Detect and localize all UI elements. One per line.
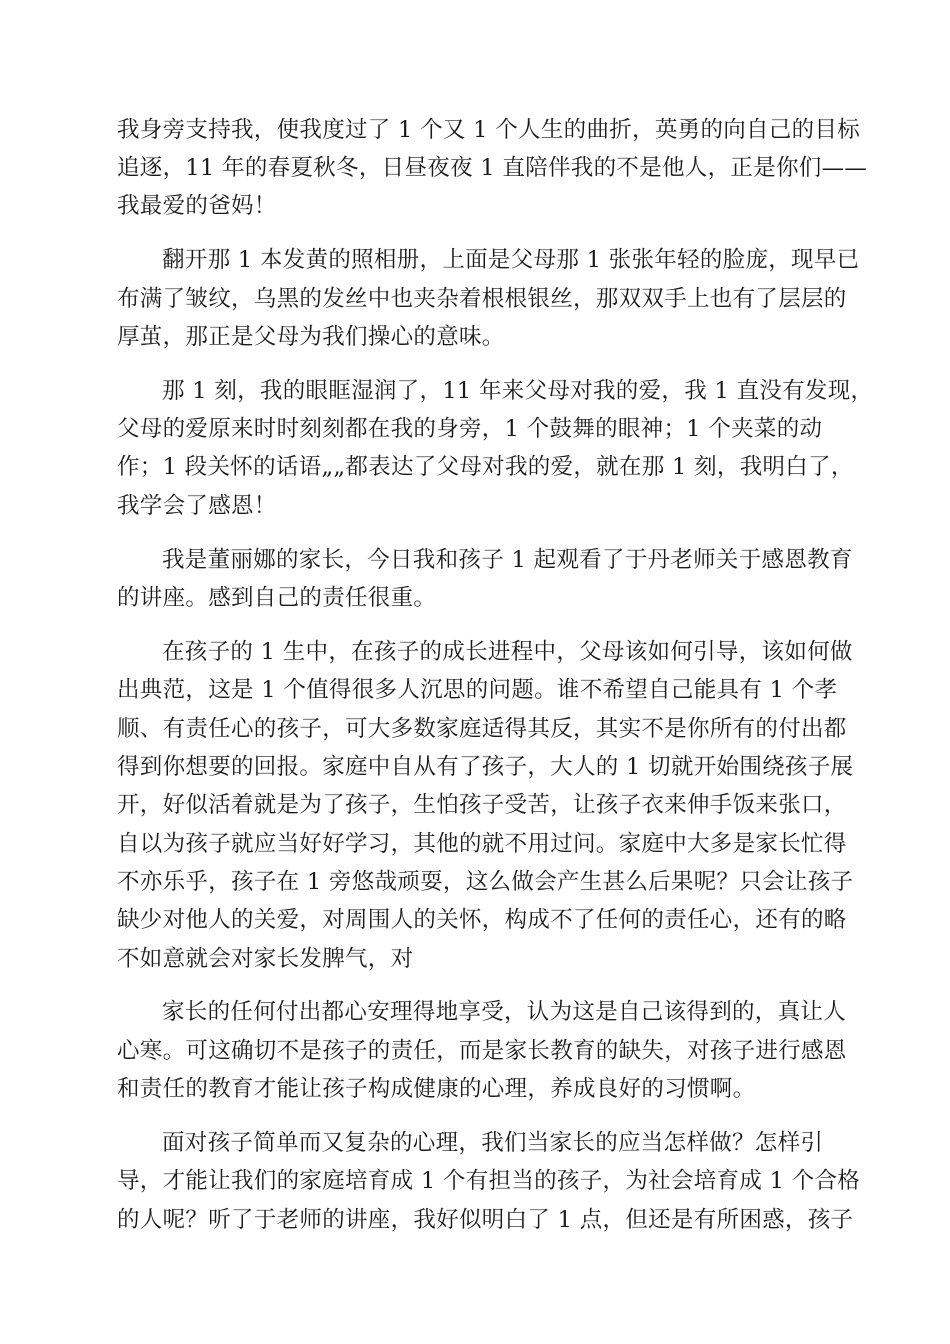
- text-line: 心寒。可这确切不是孩子的责任，而是家长教育的缺失，对孩子进行感恩: [117, 1038, 847, 1064]
- text-line: 的人呢？听了于老师的讲座，我好似明白了 1 点，但还是有所困惑，孩子: [117, 1207, 854, 1233]
- text-line: 的讲座。感到自己的责任很重。: [117, 585, 437, 611]
- text-line: 家长的任何付出都心安理得地享受，认为这是自己该得到的，真让人: [162, 999, 847, 1025]
- text-line: 我身旁支持我，使我度过了 1 个又 1 个人生的曲折，英勇的向自己的目标: [117, 117, 861, 143]
- text-line: 顺、有责任心的孩子，可大多数家庭适得其反，其实不是你所有的付出都: [117, 716, 847, 742]
- text-line: 不亦乐乎，孩子在 1 旁悠哉顽耍，这么做会产生甚么后果呢？只会让孩子: [117, 869, 854, 895]
- text-line: 我是董丽娜的家长，今日我和孩子 1 起观看了于丹老师关于感恩教育: [162, 547, 853, 573]
- text-line: 得到你想要的回报。家庭中自从有了孩子，大人的 1 切就开始围绕孩子展: [117, 754, 854, 780]
- text-line: 不如意就会对家长发脾气，对: [117, 946, 414, 972]
- text-line: 追逐，11 年的春夏秋冬，日昼夜夜 1 直陪伴我的不是他人，正是你们——: [117, 155, 868, 181]
- text-line: 厚茧，那正是父母为我们操心的意味。: [117, 324, 505, 350]
- text-line: 导，才能让我们的家庭培育成 1 个有担当的孩子，为社会培育成 1 个合格: [117, 1168, 861, 1194]
- text-line: 在孩子的 1 生中，在孩子的成长进程中，父母该如何引导，该如何做: [162, 639, 853, 665]
- text-line: 出典范，这是 1 个值得很多人沉思的问题。谁不希望自己能具有 1 个孝: [117, 677, 838, 703]
- text-line: 面对孩子简单而又复杂的心理，我们当家长的应当怎样做？怎样引: [162, 1130, 824, 1156]
- text-line: 父母的爱原来时时刻刻都在我的身旁，1 个鼓舞的眼神；1 个夹菜的动: [117, 416, 823, 442]
- text-line: 和责任的教育才能让孩子构成健康的心理，养成良好的习惯啊。: [117, 1076, 756, 1102]
- text-line: 作；1 段关怀的话语„„都表达了父母对我的爱，就在那 1 刻，我明白了，: [117, 454, 854, 480]
- text-line: 开，好似活着就是为了孩子，生怕孩子受苦，让孩子衣来伸手饭来张口，: [117, 792, 847, 818]
- text-line: 布满了皱纹，乌黑的发丝中也夹杂着根根银丝，那双双手上也有了层层的: [117, 286, 847, 312]
- text-line: 那 1 刻，我的眼眶湿润了，11 年来父母对我的爱，我 1 直没有发现，: [162, 378, 874, 404]
- text-line: 我最爱的爸妈！: [117, 193, 277, 219]
- text-line: 自以为孩子就应当好好学习，其他的就不用过问。家庭中大多是家长忙得: [117, 831, 847, 857]
- text-line: 我学会了感恩！: [117, 493, 277, 519]
- text-line: 缺少对他人的关爱，对周围人的关怀，构成不了任何的责任心，还有的略: [117, 907, 847, 933]
- text-line: 翻开那 1 本发黄的照相册，上面是父母那 1 张张年轻的脸庞，现早已: [162, 247, 860, 273]
